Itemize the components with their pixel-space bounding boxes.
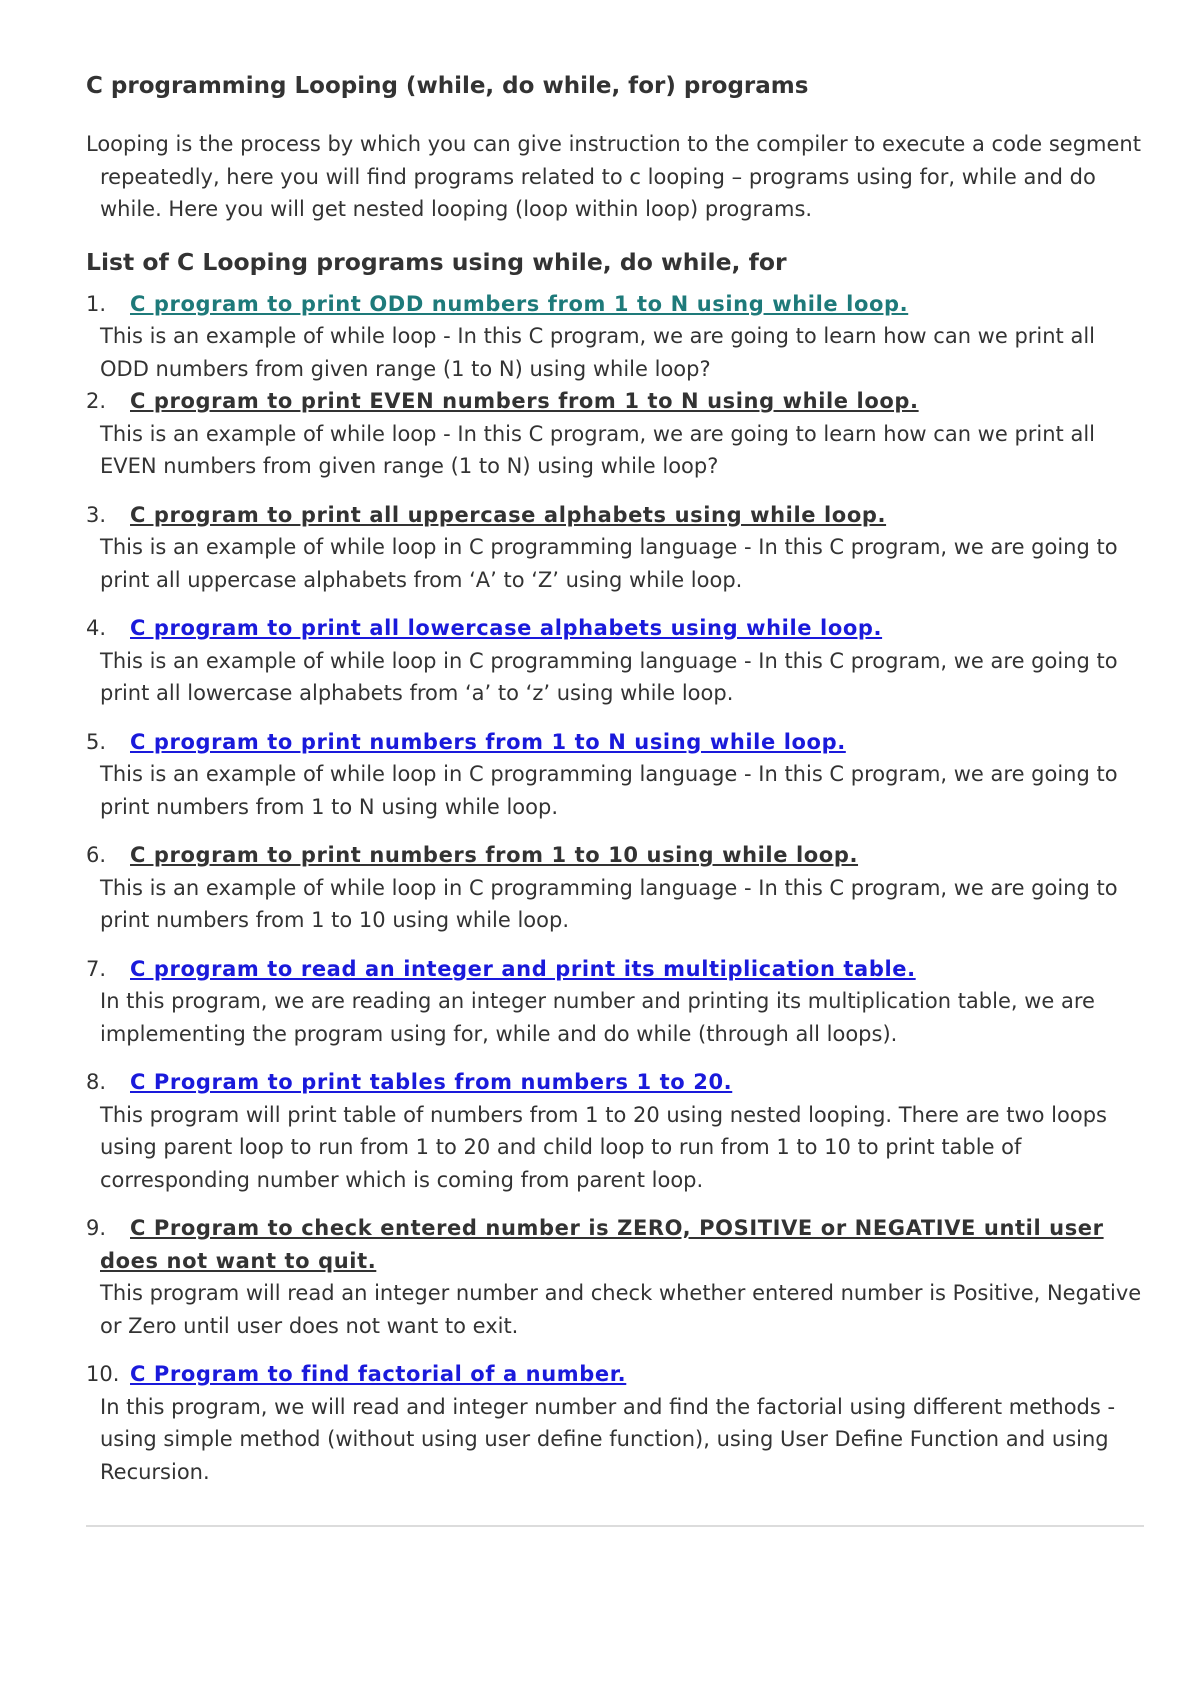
item-description: This is an example of while loop in C programming language - In this C program, we are going to print all lowercase alphabets from ‘a’ to ‘z’ using while loop. [100,648,1118,705]
list-item [86,953,1146,1051]
list-item [86,385,1146,483]
item-description: This is an example of while loop - In this C program, we are going to learn how can we print all ODD numbers from given range (1 to N) using while loop? [100,324,1096,381]
item-number: 1. [86,291,107,316]
item-number: 5. [86,729,107,754]
item-description: In this program, we will read and integer number and find the factorial using different methods - using simple method (without using user define function), using User Define Function and using Recursion. [100,1394,1116,1484]
page-title: C programming Looping (while, do while, for) programs [86,73,809,99]
program-link-odd-numbers[interactable]: C program to print ODD numbers from 1 to N using while loop. [130,291,909,316]
list-heading: List of C Looping programs using while, do while, for [86,247,787,276]
list-item [86,726,1146,824]
list-item [86,612,1146,710]
item-number: 2. [86,389,107,413]
list-item [86,839,1146,937]
program-link-multiplication-table[interactable]: C program to read an integer and print its multiplication table. [130,956,916,981]
program-link-numbers-1-to-n[interactable]: C program to print numbers from 1 to N using while loop. [130,729,846,754]
program-link-factorial[interactable]: C Program to find factorial of a number. [130,1362,627,1386]
program-link-even-numbers[interactable]: C program to print EVEN numbers from 1 to N using while loop. [130,389,919,413]
bottom-divider [86,1525,1144,1527]
item-number: 8. [86,1070,107,1094]
program-link-uppercase-alphabets[interactable]: C program to print all uppercase alphabets using while loop. [130,502,887,527]
list-item [86,1212,1146,1342]
program-link-tables-1-to-20[interactable]: C Program to print tables from numbers 1 to 20. [130,1070,733,1094]
list-item [86,1066,1146,1196]
document-page [86,70,1146,1488]
item-description: This is an example of while loop in C programming language - In this C program, we are going to print all uppercase alphabets from ‘A’ to ‘Z’ using while loop. [100,535,1118,592]
item-number: 4. [86,616,107,640]
item-description: This program will print table of numbers from 1 to 20 using nested looping. There are two loops using parent loop to run from 1 to 20 and child loop to run from 1 to 10 to print table of corresponding number which is coming from parent loop. [100,1102,1107,1192]
item-number: 6. [86,843,107,867]
item-number: 10. [86,1362,120,1386]
item-number: 7. [86,956,107,981]
program-list [86,288,1146,1489]
item-description: This is an example of while loop - In this C program, we are going to learn how can we print all EVEN numbers from given range (1 to N) using while loop? [100,421,1096,478]
list-item [86,499,1146,597]
item-description: This is an example of while loop in C programming language - In this C program, we are going to print numbers from 1 to 10 using while loop. [100,875,1118,932]
intro-paragraph: Looping is the process by which you can give instruction to the compiler to execute a code segment repeatedly, here you will find programs related to c looping – programs using for, while and do while. Here you will get nested looping (loop within loop) programs. [86,132,1141,221]
list-item [86,1358,1146,1488]
list-item [86,288,1146,386]
program-link-lowercase-alphabets[interactable]: C program to print all lowercase alphabets using while loop. [130,616,883,640]
program-link-check-sign[interactable]: C Program to check entered number is ZERO, POSITIVE or NEGATIVE until user does not want to quit. [100,1216,1104,1273]
item-description: This is an example of while loop in C programming language - In this C program, we are going to print numbers from 1 to N using while loop. [100,762,1118,819]
item-number: 3. [86,502,107,527]
item-description: This program will read an integer number and check whether entered number is Positive, Negative or Zero until user does not want to exit. [100,1281,1142,1338]
program-link-numbers-1-to-10[interactable]: C program to print numbers from 1 to 10 using while loop. [130,843,859,867]
item-number: 9. [86,1216,107,1240]
item-description: In this program, we are reading an integer number and printing its multiplication table, we are implementing the program using for, while and do while (through all loops). [100,989,1095,1046]
